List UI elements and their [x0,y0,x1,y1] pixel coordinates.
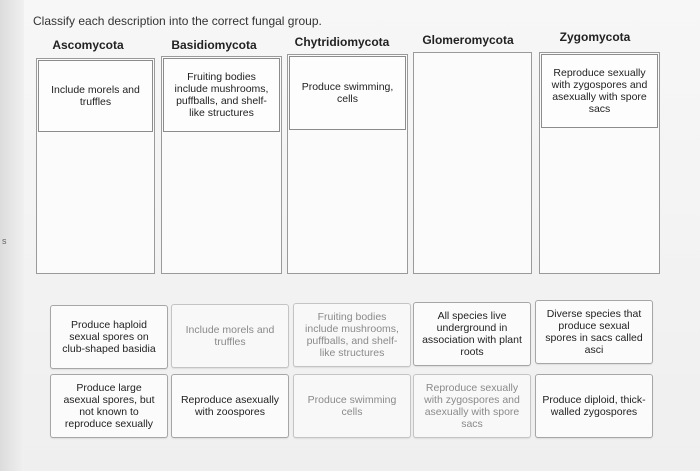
answer-card[interactable]: Diverse species that produce sexual spores in sacs called asci [535,300,653,364]
placed-card[interactable]: Reproduce sexually with zygospores and asexually with spore sacs [541,54,658,128]
answer-card[interactable]: Produce swimming cells [293,374,411,438]
placed-card[interactable]: Include morels and truffles [38,60,153,132]
dropzone-zygomycota[interactable] [539,52,660,274]
answer-card[interactable]: Include morels and truffles [171,304,289,368]
instruction-text: Classify each description into the correct fungal group. [33,14,322,28]
answer-card[interactable]: All species live underground in association with plant roots [413,302,531,366]
header-glomeromycota: Glomeromycota [422,33,514,47]
header-ascomycota: Ascomycota [52,38,124,52]
header-basidiomycota: Basidiomycota [171,38,257,52]
dropzone-ascomycota[interactable] [36,58,155,274]
edge-mark: s [2,236,7,246]
answer-card[interactable]: Reproduce sexually with zygospores and asexually with spore sacs [413,374,531,438]
answer-card[interactable]: Produce diploid, thick-walled zygospores [535,374,653,438]
placed-card[interactable]: Produce swimming, cells [289,56,406,130]
answer-card[interactable]: Fruiting bodies include mushrooms, puffballs, and shelf-like structures [293,303,411,367]
placed-card[interactable]: Fruiting bodies include mushrooms, puffballs, and shelf-like structures [163,58,280,132]
answer-card[interactable]: Reproduce asexually with zoospores [171,374,289,438]
dropzone-chytridiomycota[interactable] [287,54,408,274]
dropzone-basidiomycota[interactable] [161,56,282,274]
header-zygomycota: Zygomycota [559,30,631,44]
left-edge-panel [0,0,24,471]
answer-card[interactable]: Produce large asexual spores, but not known to reproduce sexually [50,374,168,438]
dropzone-glomeromycota[interactable] [413,52,532,274]
header-chytridiomycota: Chytridiomycota [294,35,390,49]
answer-card[interactable]: Produce haploid sexual spores on club-shaped basidia [50,305,168,369]
